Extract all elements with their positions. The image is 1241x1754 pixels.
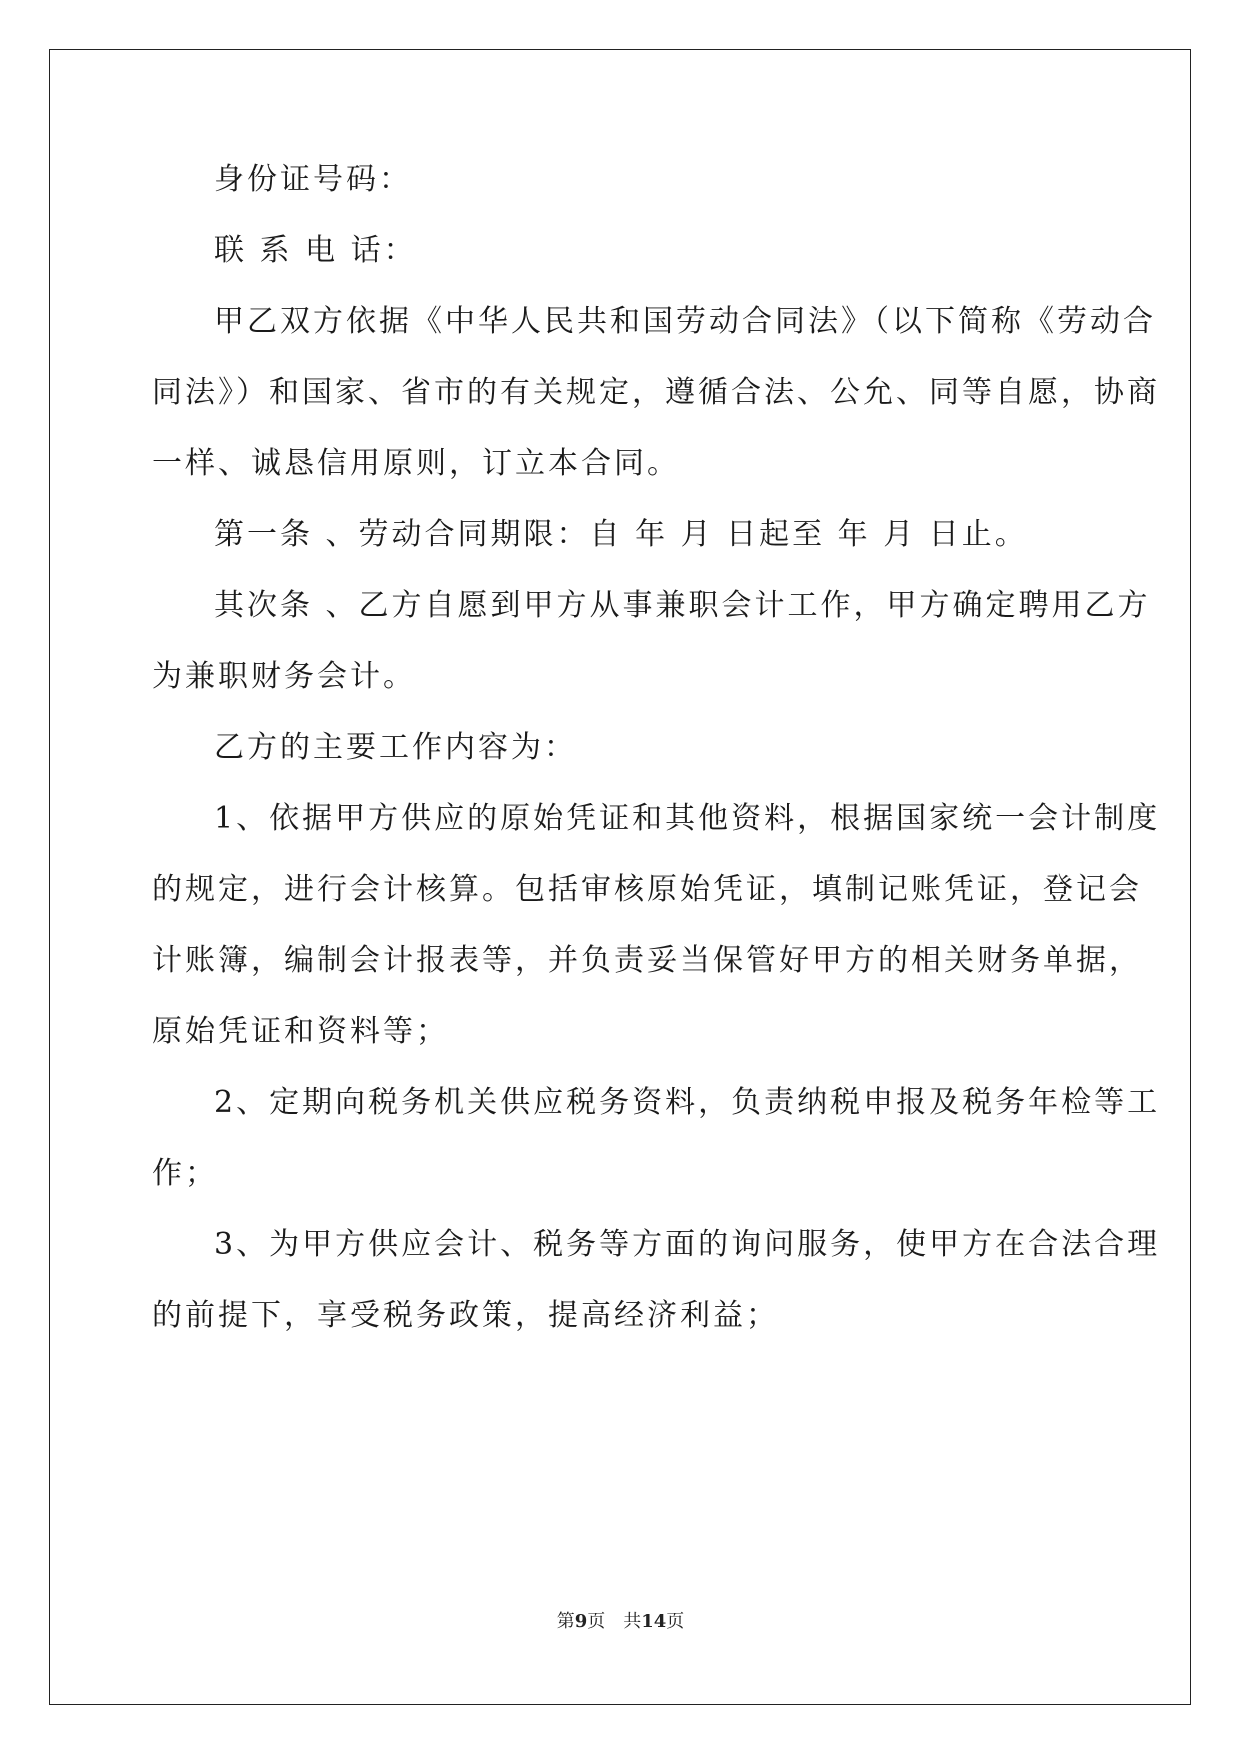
paragraph-line: 甲乙双方依据《中华人民共和国劳动合同法》（以下简称《劳动合 (214, 304, 1156, 339)
article-1-term: 第一条 、劳动合同期限：自 年 月 日起至 年 月 日止。 (214, 517, 1028, 552)
duty-1-line: 1、依据甲方供应的原始凭证和其他资料，根据国家统一会计制度 (214, 801, 1161, 836)
duty-2-line: 2、定期向税务机关供应税务资料，负责纳税申报及税务年检等工 (214, 1085, 1161, 1120)
paragraph-line: 同法》）和国家、省市的有关规定，遵循合法、公允、同等自愿，协商 (152, 375, 1160, 410)
page-suffix: 页 (587, 1611, 606, 1632)
id-number-label: 身份证号码： (214, 162, 412, 197)
article-2-line: 其次条 、乙方自愿到甲方从事兼职会计工作，甲方确定聘用乙方 (214, 588, 1151, 623)
duties-heading: 乙方的主要工作内容为： (214, 730, 577, 765)
total-prefix: 共 (623, 1611, 642, 1632)
duty-3-line: 的前提下，享受税务政策，提高经济利益； (152, 1298, 779, 1333)
duty-3-line: 3、为甲方供应会计、税务等方面的询问服务，使甲方在合法合理 (214, 1227, 1161, 1262)
page-footer (0, 1610, 1241, 1634)
article-2-line: 为兼职财务会计。 (152, 659, 416, 694)
phone-label: 联 系 电 话： (214, 233, 417, 268)
page-prefix: 第 (556, 1611, 575, 1632)
duty-1-line: 的规定，进行会计核算。包括审核原始凭证，填制记账凭证，登记会 (152, 872, 1142, 907)
page-number: 9 (574, 1611, 588, 1632)
paragraph-line: 一样、诚恳信用原则，订立本合同。 (152, 446, 680, 481)
duty-1-line: 原始凭证和资料等； (152, 1014, 449, 1049)
duty-1-line: 计账簿，编制会计报表等，并负责妥当保管好甲方的相关财务单据， (152, 943, 1142, 978)
duty-2-line: 作； (152, 1156, 218, 1191)
total-suffix: 页 (666, 1611, 685, 1632)
total-pages: 14 (641, 1611, 667, 1632)
